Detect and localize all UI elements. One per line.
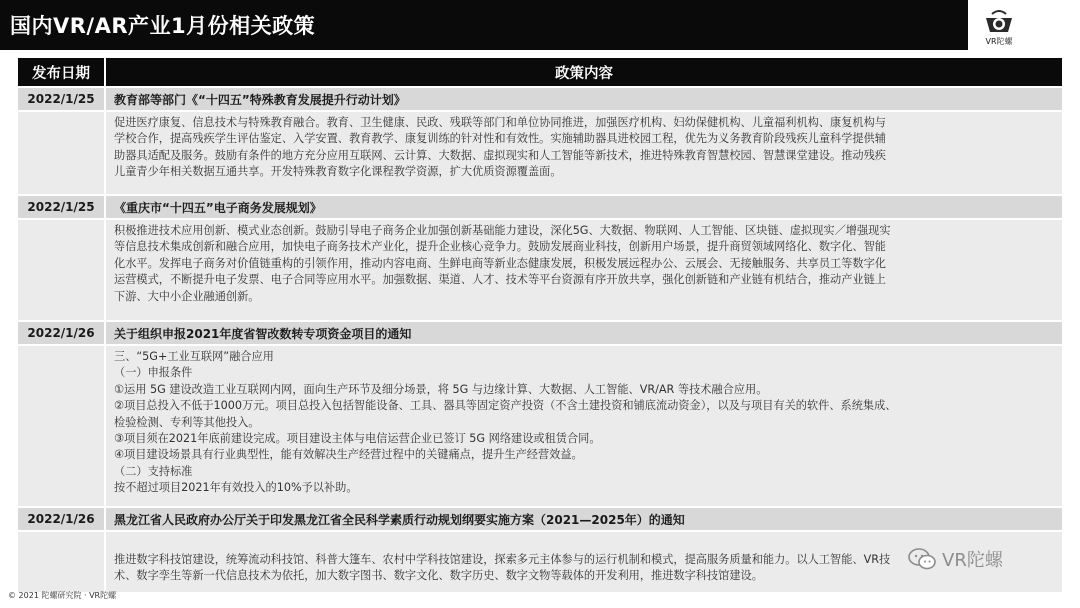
table-header <box>18 58 1062 86</box>
logo-text: VR陀螺 <box>985 37 1013 46</box>
policy-title: 《重庆市“十四五”电子商务发展规划》 <box>106 194 1062 218</box>
date-spacer <box>18 110 106 194</box>
date-spacer <box>18 344 106 506</box>
policy-date: 2022/1/25 <box>18 86 106 110</box>
content-line: 等信息技术集成创新和融合应用，加快电子商务技术产业化，提升企业核心竞争力。鼓励发展商业科技，创新用户场景，提升商贸领域网络化、数字化、智能 <box>114 240 886 254</box>
content-line: 三、“5G+工业互联网”融合应用 <box>114 350 274 363</box>
policy-content <box>106 344 1062 506</box>
content-line: ③项目须在2021年底前建设完成。项目建设主体与电信运营企业已签订 5G 网络建设或租赁合同。 <box>114 432 601 446</box>
content-line: 化水平。发挥电子商务对价值链重构的引领作用，推动内容电商、生鲜电商等新业态健康发展，积极发展远程办公、云展会、无接触服务、共享员工等数字化 <box>114 256 886 270</box>
watermark-text: VR陀螺 <box>942 550 1003 571</box>
content-line: （二）支持标准 <box>114 464 193 478</box>
policy-date: 2022/1/26 <box>18 320 106 344</box>
vrtuoluo-logo <box>970 2 1028 50</box>
policy-title: 教育部等部门《“十四五”特殊教育发展提升行动计划》 <box>106 86 1062 110</box>
policy-row-header <box>18 506 1062 530</box>
content-line: 运营模式，不断提升电子发票、电子合同等应用水平。加强数据、渠道、人才、技术等平台资源有序开放共享，强化创新链和产业链有机结合，推动产业链上 <box>114 273 886 287</box>
content-line: 积极推进技术应用创新、模式业态创新。鼓励引导电子商务企业加强创新基础能力建设，深化5G、大数据、物联网、人工智能、区块链、虚拟现实／增强现实 <box>114 224 891 237</box>
policy-row-body <box>18 530 1062 592</box>
policy-row-body <box>18 218 1062 320</box>
policy-date: 2022/1/25 <box>18 194 106 218</box>
policy-row-header <box>18 194 1062 218</box>
content-line: （一）申报条件 <box>114 366 193 380</box>
policy-date: 2022/1/26 <box>18 506 106 530</box>
content-line: 促进医疗康复、信息技术与特殊教育融合。教育、卫生健康、民政、残联等部门和单位协同推进，加强医疗机构、妇幼保健机构、儿童福利机构、康复机构与 <box>114 116 886 129</box>
policy-row-header <box>18 86 1062 110</box>
wechat-watermark <box>908 546 1003 572</box>
policy-title: 黑龙江省人民政府办公厅关于印发黑龙江省全民科学素质行动规划纲要实施方案（2021—2025年）的通知 <box>106 506 1062 530</box>
content-line: 按不超过项目2021年有效投入的10%予以补助。 <box>114 481 358 495</box>
policy-content <box>106 110 1062 194</box>
content-line: 学校合作，提高残疾学生评估鉴定、入学安置、教育教学、康复训练的针对性和有效性。实施辅助器具进校园工程，优先为义务教育阶段残疾儿童科学提供辅 <box>114 132 886 146</box>
policy-row-body <box>18 344 1062 506</box>
policy-row-header <box>18 320 1062 344</box>
content-line: 助器具适配及服务。鼓励有条件的地方充分应用互联网、云计算、大数据、虚拟现实和人工智能等新技术，推进特殊教育智慧校园、智慧课堂建设。推动残疾 <box>114 148 886 162</box>
policy-table <box>18 58 1062 592</box>
content-line: 下游、大中小企业融通创新。 <box>114 289 260 303</box>
page-title: 国内VR/AR产业1月份相关政策 <box>10 14 316 38</box>
content-line: ①运用 5G 建设改造工业互联网内网，面向生产环节及细分场景，将 5G 与边缘计算、大数据、人工智能、VR/AR 等技术融合应用。 <box>114 382 768 396</box>
content-line: 推进数字科技馆建设，统筹流动科技馆、科普大篷车、农村中学科技馆建设，探索多元主体参与的运行机制和模式，提高服务质量和能力。以人工智能、VR技 <box>114 553 891 566</box>
wechat-icon <box>908 547 936 571</box>
col-header-content: 政策内容 <box>106 58 1062 86</box>
title-bar <box>0 0 968 50</box>
footer-copyright: © 2021 陀螺研究院 · VR陀螺 <box>8 591 117 600</box>
content-line: 术、数字孪生等新一代信息技术为依托，加大数字图书、数字文化、数字历史、数字文物等载体的开发利用，推进数字科技馆建设。 <box>114 569 763 583</box>
content-line: ②项目总投入不低于1000万元。项目总投入包括智能设备、工具、器具等固定资产投资（不含土建投资和铺底流动资金），以及与项目有关的软件、系统集成、 <box>114 399 897 413</box>
policy-title: 关于组织申报2021年度省智改数转专项资金项目的通知 <box>106 320 1062 344</box>
content-line: 检验检测、专利等其他投入。 <box>114 415 260 429</box>
policy-content <box>106 218 1062 320</box>
policy-row-body <box>18 110 1062 194</box>
content-line: 儿童青少年相关数据互通共享。开发特殊教育数字化课程教学资源，扩大优质资源覆盖面。 <box>114 165 562 179</box>
date-spacer <box>18 530 106 592</box>
date-spacer <box>18 218 106 320</box>
content-line: ④项目建设场景具有行业典型性，能有效解决生产经营过程中的关键痛点，提升生产经营效益。 <box>114 448 583 462</box>
col-header-date: 发布日期 <box>18 58 106 86</box>
